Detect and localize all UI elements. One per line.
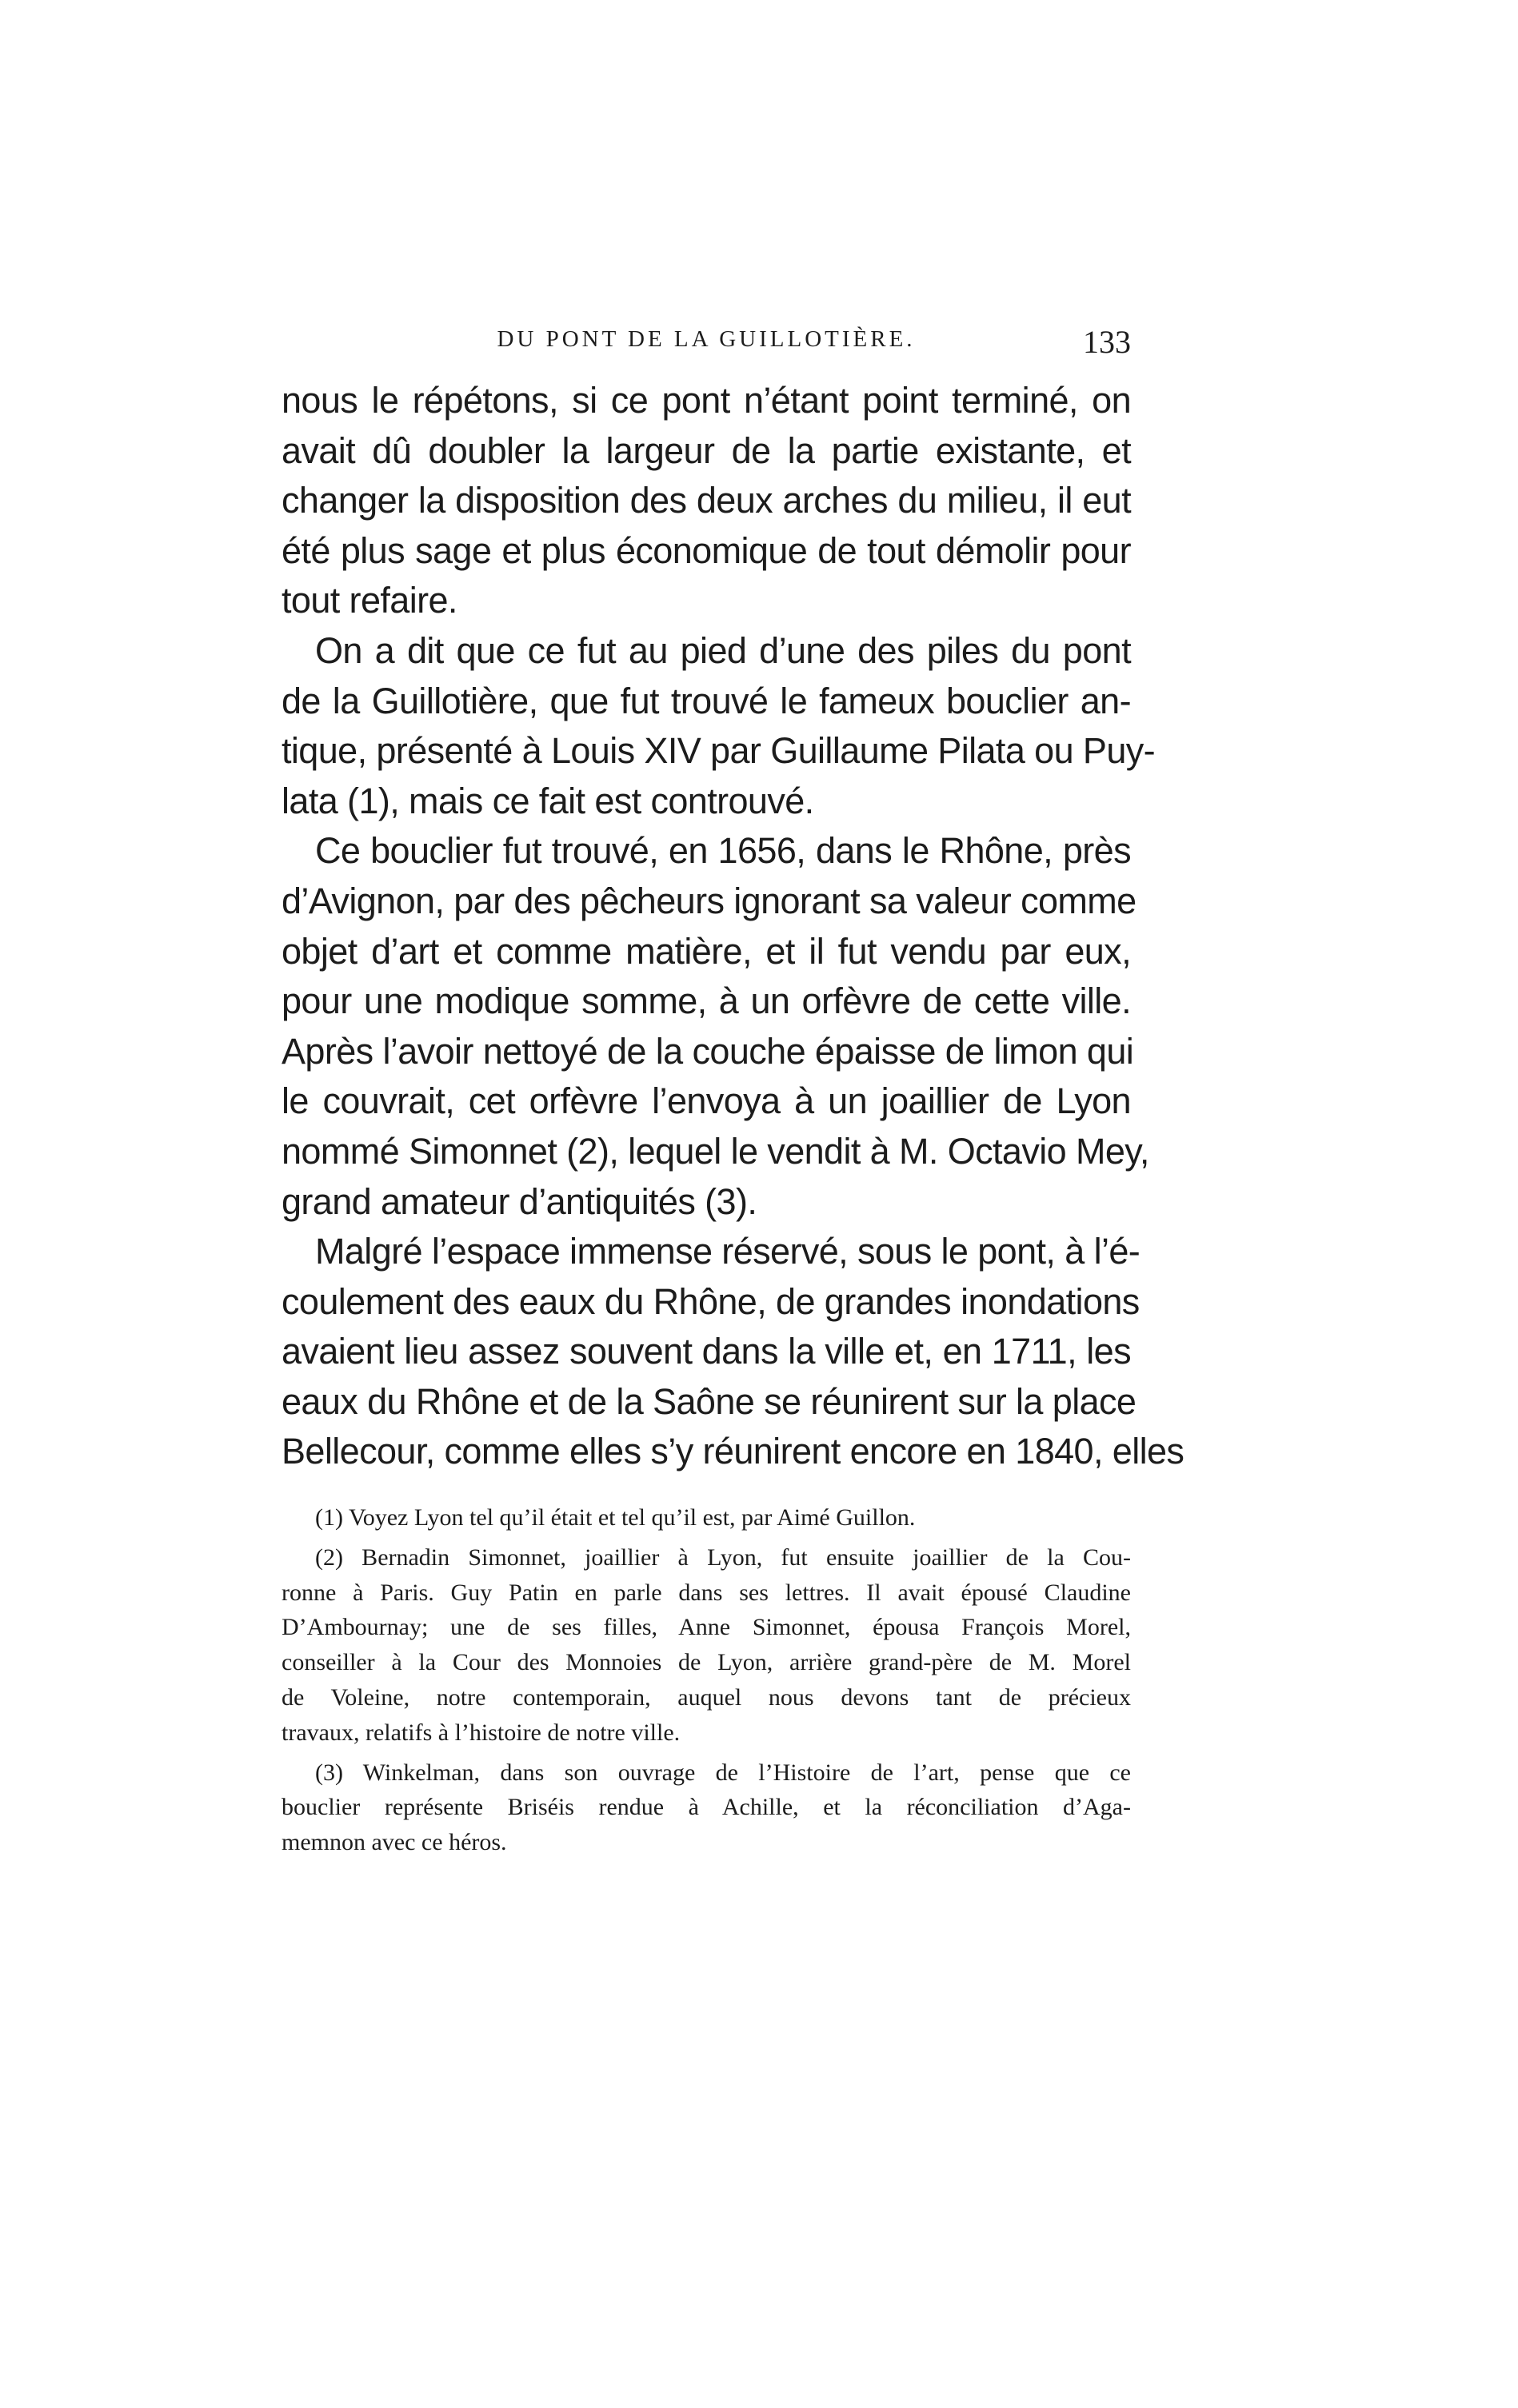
body-line: d’Avignon, par des pêcheurs ignorant sa valeur comme <box>282 880 1137 921</box>
body-line: On a dit que ce fut au pied d’une des piles du pont <box>315 629 1131 671</box>
body-line: lata (1), mais ce fait est controuvé. <box>282 780 814 821</box>
footnote-line: (2) Bernadin Simonnet, joaillier à Lyon, fut ensuite joaillier de la Cou- <box>315 1543 1131 1571</box>
body-line: avaient lieu assez souvent dans la ville et, en 1711, les <box>282 1331 1131 1372</box>
body-line: été plus sage et plus économique de tout démolir pour <box>282 529 1131 571</box>
page-number: 133 <box>1083 324 1131 360</box>
body-line: tout refaire. <box>282 580 457 621</box>
body-line: coulement des eaux du Rhône, de grandes inondations <box>282 1280 1140 1322</box>
body-line: avait dû doubler la largeur de la partie existante, et <box>282 429 1131 471</box>
body-line: nous le répétons, si ce pont n’étant point terminé, on <box>282 380 1131 421</box>
footnotes <box>282 1500 1131 1860</box>
body-line: Ce bouclier fut trouvé, en 1656, dans le Rhône, près <box>315 830 1131 872</box>
footnote-line: (3) Winkelman, dans son ouvrage de l’Histoire de l’art, pense que ce <box>315 1759 1131 1786</box>
footnote-line: D’Ambournay; une de ses filles, Anne Simonnet, épousa François Morel, <box>282 1614 1131 1641</box>
body-line: pour une modique somme, à un orfèvre de cette ville. <box>282 980 1131 1022</box>
body-line: nommé Simonnet (2), lequel le vendit à M. Octavio Mey, <box>282 1130 1149 1172</box>
footnote-line: (1) Voyez Lyon tel qu’il était et tel qu’il est, par Aimé Guillon. <box>315 1504 916 1531</box>
footnote-line: travaux, relatifs à l’histoire de notre ville. <box>282 1719 681 1746</box>
body-line: changer la disposition des deux arches du milieu, il eut <box>282 480 1131 521</box>
body-line: objet d’art et comme matière, et il fut vendu par eux, <box>282 930 1131 972</box>
body-line: de la Guillotière, que fut trouvé le fameux bouclier an- <box>282 680 1131 721</box>
footnote-line: ronne à Paris. Guy Patin en parle dans ses lettres. Il avait épousé Claudine <box>282 1579 1131 1606</box>
footnote-line: conseiller à la Cour des Monnoies de Lyon, arrière grand-père de M. Morel <box>282 1649 1131 1676</box>
footnote-line: de Voleine, notre contemporain, auquel nous devons tant de précieux <box>282 1683 1131 1711</box>
body-text <box>282 376 1184 1477</box>
body-line: Malgré l’espace immense réservé, sous le pont, à l’é- <box>315 1231 1140 1272</box>
body-line: grand amateur d’antiquités (3). <box>282 1180 757 1222</box>
body-line: tique, présenté à Louis XIV par Guillaume Pilata ou Puy- <box>282 730 1156 772</box>
footnote-line: memnon avec ce héros. <box>282 1829 507 1856</box>
body-line: Bellecour, comme elles s’y réunirent encore en 1840, elles <box>282 1431 1184 1472</box>
footnote-line: bouclier représente Briséis rendue à Achille, et la réconciliation d’Aga- <box>282 1794 1131 1821</box>
body-line: Après l’avoir nettoyé de la couche épaisse de limon qui <box>282 1030 1134 1072</box>
running-title: DU PONT DE LA GUILLOTIÈRE. <box>497 326 916 352</box>
body-line: le couvrait, cet orfèvre l’envoya à un joaillier de Lyon <box>282 1080 1131 1122</box>
body-line: eaux du Rhône et de la Saône se réunirent sur la place <box>282 1380 1137 1422</box>
running-head <box>282 323 1131 371</box>
